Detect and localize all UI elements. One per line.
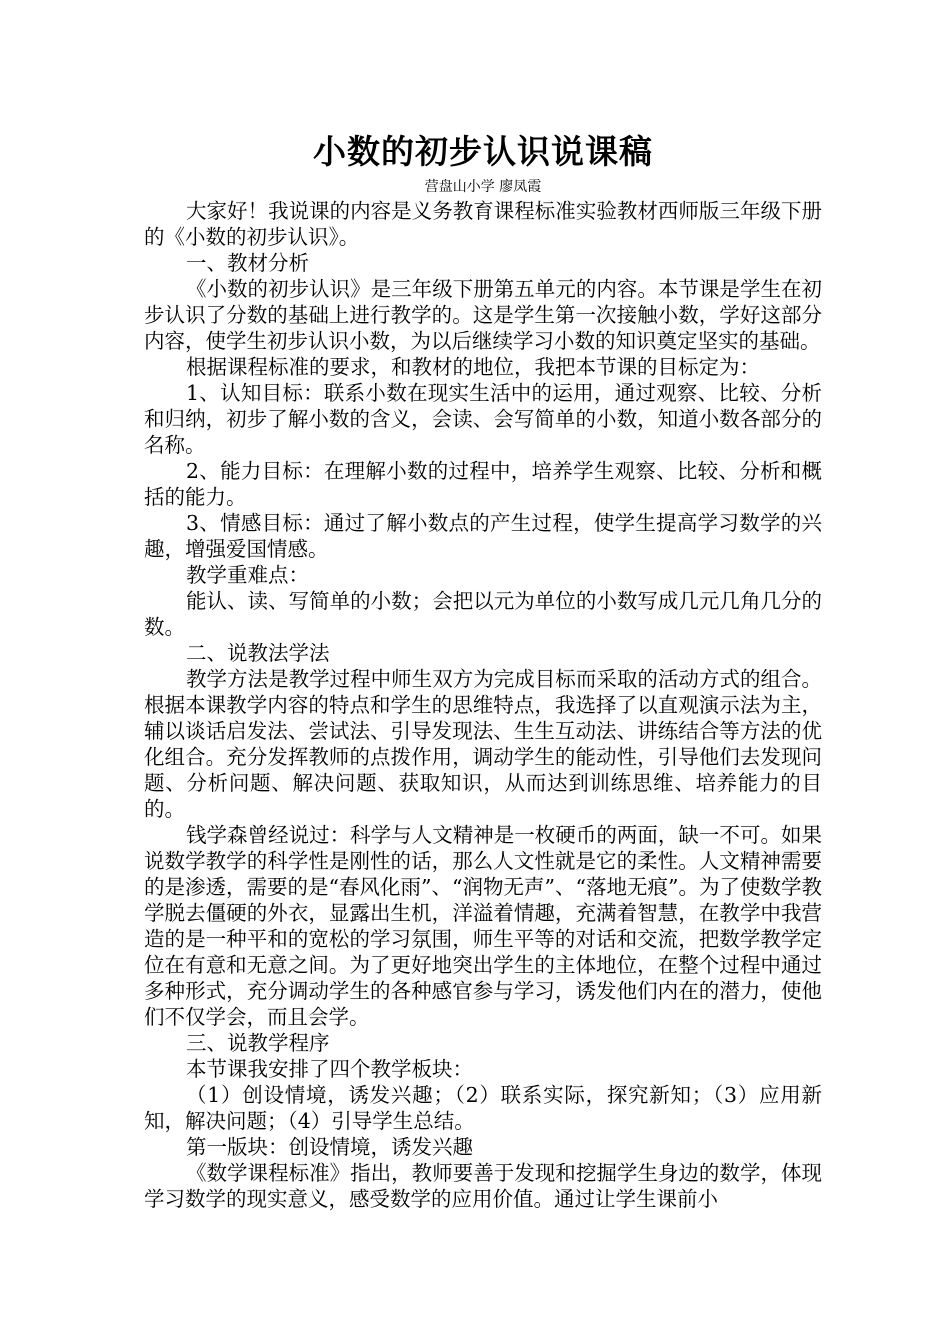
paragraph-greeting: 大家好！我说课的内容是义务教育课程标准实验教材西师版三年级下册的《小数的初步认识》。 bbox=[144, 199, 822, 249]
paragraph: 《小数的初步认识》是三年级下册第五单元的内容。本节课是学生在初步认识了分数的基础上进行教学的。这是学生第一次接触小数，学好这部分内容，使学生初步认识小数，为以后继续学习小数的知识奠定坚实的基础。 bbox=[144, 277, 822, 353]
paragraph: 《数学课程标准》指出，教师要善于发现和挖掘学生身边的数学，体现学习数学的现实意义，感受数学的应用价值。通过让学生课前小 bbox=[144, 1161, 822, 1211]
paragraph-goal-emotion: 3、情感目标：通过了解小数点的产生过程，使学生提高学习数学的兴趣，增强爱国情感。 bbox=[144, 511, 822, 561]
document-title: 小数的初步认识说课稿 bbox=[313, 132, 653, 171]
paragraph-goal-ability: 2、能力目标：在理解小数的过程中，培养学生观察、比较、分析和概括的能力。 bbox=[144, 459, 822, 509]
document-body bbox=[144, 198, 822, 1212]
section-heading-textbook-analysis: 一、教材分析 bbox=[186, 251, 309, 275]
paragraph: 钱学森曾经说过：科学与人文精神是一枚硬币的两面，缺一不可。如果说数学教学的科学性是刚性的话，那么人文性就是它的柔性。人文精神需要的是渗透，需要的是“春风化雨”、“润物无声”、“落地无痕”。为了使数学教学脱去僵硬的外衣，显露出生机，洋溢着情趣，充满着智慧，在教学中我营造的是一种平和的宽松的学习氛围，师生平等的对话和交流，把数学教学定位在有意和无意之间。为了更好地突出学生的主体地位，在整个过程中通过多种形式，充分调动学生的各种感官参与学习，诱发他们内在的潜力，使他们不仅学会，而且会学。 bbox=[144, 823, 822, 1029]
paragraph-goal-cognitive: 1、认知目标：联系小数在现实生活中的运用，通过观察、比较、分析和归纳，初步了解小数的含义，会读、会写简单的小数，知道小数各部分的名称。 bbox=[144, 381, 822, 457]
paragraph: 教学方法是教学过程中师生双方为完成目标而采取的活动方式的组合。根据本课教学内容的特点和学生的思维特点，我选择了以直观演示法为主，辅以谈话启发法、尝试法、引导发现法、生生互动法、讲练结合等方法的优化组合。充分发挥教师的点拨作用，调动学生的能动性，引导他们去发现问题、分析问题、解决问题、获取知识，从而达到训练思维、培养能力的目的。 bbox=[144, 667, 822, 821]
paragraph: 根据课程标准的要求，和教材的地位，我把本节课的目标定为： bbox=[186, 355, 760, 379]
document-content bbox=[144, 128, 822, 1212]
paragraph: 本节课我安排了四个教学板块： bbox=[186, 1057, 473, 1081]
section-heading-teaching-procedure: 三、说教学程序 bbox=[186, 1031, 330, 1055]
paragraph-module-list: （1）创设情境，诱发兴趣；（2）联系实际，探究新知；（3）应用新知，解决问题；（4）引导学生总结。 bbox=[144, 1083, 822, 1133]
subheading-key-points: 教学重难点： bbox=[186, 563, 309, 587]
section-heading-teaching-methods: 二、说教法学法 bbox=[186, 641, 330, 665]
document-author: 营盘山小学 廖凤霞 bbox=[424, 179, 542, 195]
subheading-module-one: 第一版块：创设情境，诱发兴趣 bbox=[186, 1135, 473, 1159]
paragraph: 能认、读、写简单的小数；会把以元为单位的小数写成几元几角几分的数。 bbox=[144, 589, 822, 639]
